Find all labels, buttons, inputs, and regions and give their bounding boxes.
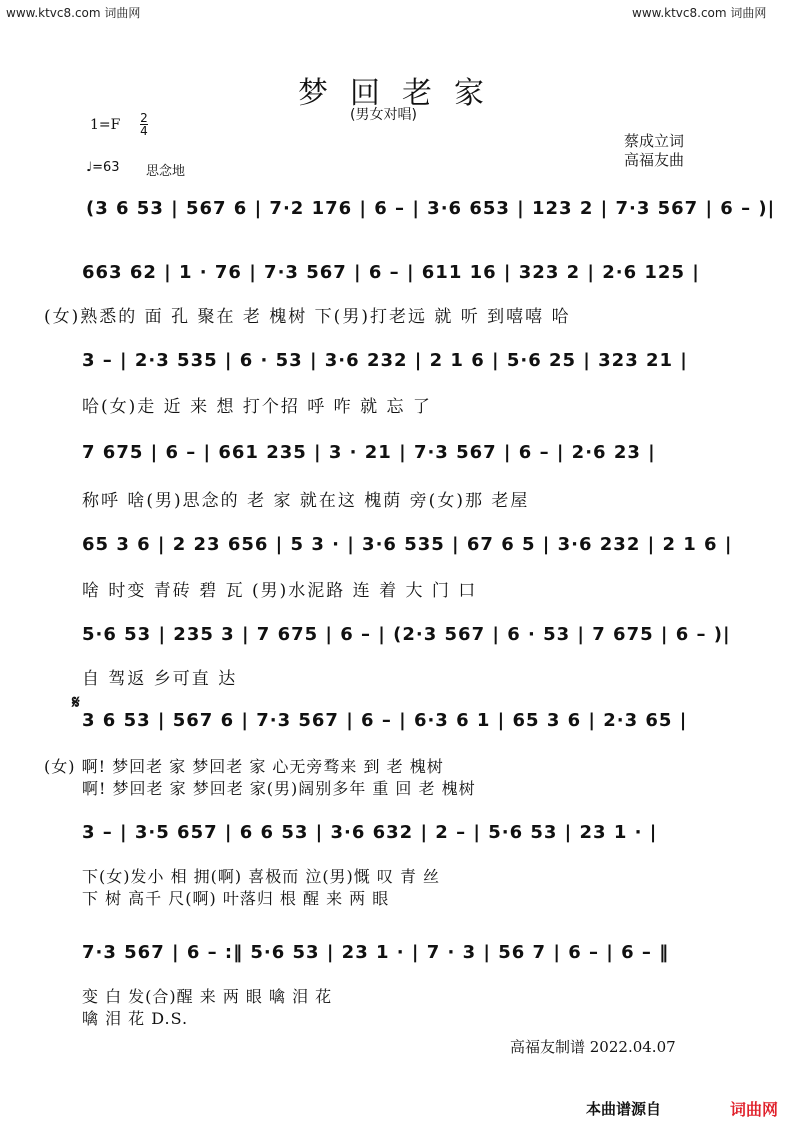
score-row-5: 65 3 6 | 2 23 656 | 5 3 · | 3·6 535 | 67 6 5 | 3·6 232 | 2 1 6 | <box>82 534 733 555</box>
site-logo[interactable]: 词曲网 <box>730 1100 779 1119</box>
lyric-row-9a: 变 白 发(合)醒 来 两 眼 噙 泪 花 <box>82 987 333 1006</box>
segno-sign: 𝄋 <box>72 692 80 713</box>
source-label: 本曲谱源自 <box>586 1100 662 1118</box>
key-signature: 1=F <box>90 117 121 133</box>
expression-marking: 思念地 <box>146 164 186 179</box>
time-signature <box>140 112 148 137</box>
score-row-6: 5·6 53 | 235 3 | 7 675 | 6 – | (2·3 567 | 6 · 53 | 7 675 | 6 – )| <box>82 624 731 645</box>
score-row-9: 7·3 567 | 6 – :‖ 5·6 53 | 23 1 · | 7 · 3 | 56 7 | 6 – | 6 – ‖ <box>82 942 670 963</box>
page-subtitle: (男女对唱) <box>350 107 417 123</box>
lyric-row-4: 称呼 啥(男)思念的 老 家 就在这 槐荫 旁(女)那 老屋 <box>82 491 530 511</box>
tempo-marking: ♩=63 <box>86 160 120 175</box>
score-row-1: (3 6 53 | 567 6 | 7·2 176 | 6 – | 3·6 653 | 123 2 | 7·3 567 | 6 – )| <box>86 198 776 219</box>
lyric-row-7b: 啊! 梦回老 家 梦回老 家(男)阔别多年 重 回 老 槐树 <box>82 779 476 798</box>
score-maker-credit: 高福友制谱 2022.04.07 <box>510 1038 676 1056</box>
score-row-7: 3 6 53 | 567 6 | 7·3 567 | 6 – | 6·3 6 1 | 65 3 6 | 2·3 65 | <box>82 710 688 731</box>
lyric-row-3: 哈(女)走 近 来 想 打个招 呼 咋 就 忘 了 <box>82 397 432 417</box>
composer-credit: 高福友曲 <box>624 151 685 169</box>
score-row-3: 3 – | 2·3 535 | 6 · 53 | 3·6 232 | 2 1 6 | 5·6 25 | 323 21 | <box>82 350 688 371</box>
page-title: 梦回老家 <box>298 76 506 111</box>
watermark-right: www.ktvc8.com 词曲网 <box>632 6 767 20</box>
lyricist-credit: 蔡成立词 <box>624 132 685 150</box>
score-row-8: 3 – | 3·5 657 | 6 6 53 | 3·6 632 | 2 – | 5·6 53 | 23 1 · | <box>82 822 658 843</box>
watermark-left: www.ktvc8.com 词曲网 <box>6 6 141 20</box>
lyric-row-7a: (女) 啊! 梦回老 家 梦回老 家 心无旁骛来 到 老 槐树 <box>44 757 444 776</box>
lyric-row-8a: 下(女)发小 相 拥(啊) 喜极而 泣(男)慨 叹 青 丝 <box>82 867 441 886</box>
score-row-2: 663 62 | 1 · 76 | 7·3 567 | 6 – | 611 16 | 323 2 | 2·6 125 | <box>82 262 700 283</box>
lyric-row-5: 啥 时变 青砖 碧 瓦 (男)水泥路 连 着 大 门 口 <box>82 581 478 601</box>
lyric-row-9b: 噙 泪 花 D.S. <box>82 1009 189 1028</box>
time-signature-top: 2 <box>140 111 148 125</box>
lyric-row-2: (女)熟悉的 面 孔 聚在 老 槐树 下(男)打老远 就 听 到嘻嘻 哈 <box>44 307 571 327</box>
time-signature-bottom: 4 <box>140 124 148 138</box>
lyric-row-8b: 下 树 高千 尺(啊) 叶落归 根 醒 来 两 眼 <box>82 889 390 908</box>
lyric-row-6: 自 驾返 乡可直 达 <box>82 669 238 689</box>
score-row-4: 7 675 | 6 – | 661 235 | 3 · 21 | 7·3 567 | 6 – | 2·6 23 | <box>82 442 656 463</box>
